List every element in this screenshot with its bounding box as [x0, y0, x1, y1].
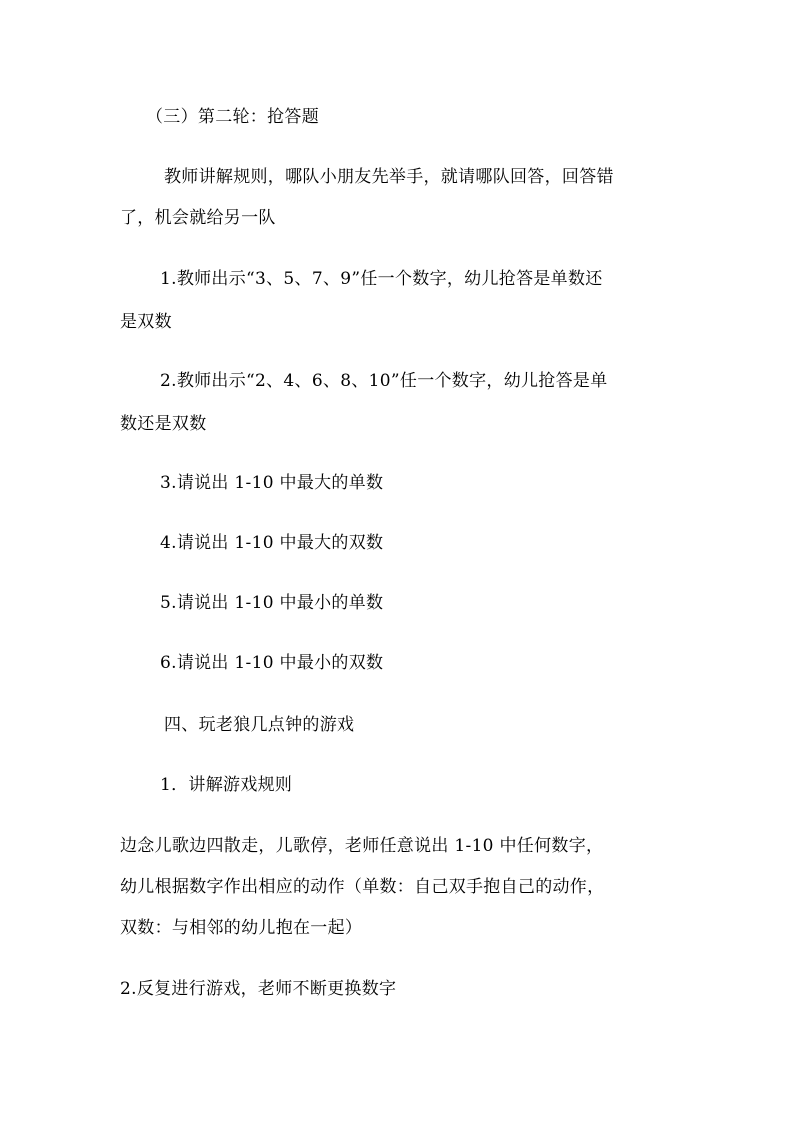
question-5: 5.请说出 1-10 中最小的单数	[160, 593, 384, 613]
step-1-heading: 1．讲解游戏规则	[160, 775, 293, 795]
step-2: 2.反复进行游戏，老师不断更换数字	[120, 979, 397, 999]
question-2-line-1: 2.教师出示“2、4、6、8、10”任一个数字，幼儿抢答是单	[160, 371, 608, 391]
section-4-heading: 四、玩老狼几点钟的游戏	[164, 715, 355, 735]
question-1-line-1: 1.教师出示“3、5、7、9”任一个数字，幼儿抢答是单数还	[160, 269, 603, 289]
question-1-line-2: 是双数	[120, 312, 172, 332]
question-6: 6.请说出 1-10 中最小的双数	[160, 653, 384, 673]
question-4: 4.请说出 1-10 中最大的双数	[160, 533, 384, 553]
question-3: 3.请说出 1-10 中最大的单数	[160, 473, 384, 493]
round2-heading: （三）第二轮：抢答题	[146, 107, 319, 127]
game-rule-line-1: 边念儿歌边四散走，儿歌停，老师任意说出 1-10 中任何数字，	[120, 836, 604, 856]
rules-paragraph-line-1: 教师讲解规则，哪队小朋友先举手，就请哪队回答，回答错	[164, 167, 614, 187]
question-2-line-2: 数还是双数	[120, 414, 207, 434]
game-rule-line-3: 双数：与相邻的幼儿抱在一起）	[120, 918, 363, 938]
game-rule-line-2: 幼儿根据数字作出相应的动作（单数：自己双手抱自己的动作，	[120, 877, 605, 897]
rules-paragraph-line-2: 了，机会就给另一队	[120, 208, 276, 228]
